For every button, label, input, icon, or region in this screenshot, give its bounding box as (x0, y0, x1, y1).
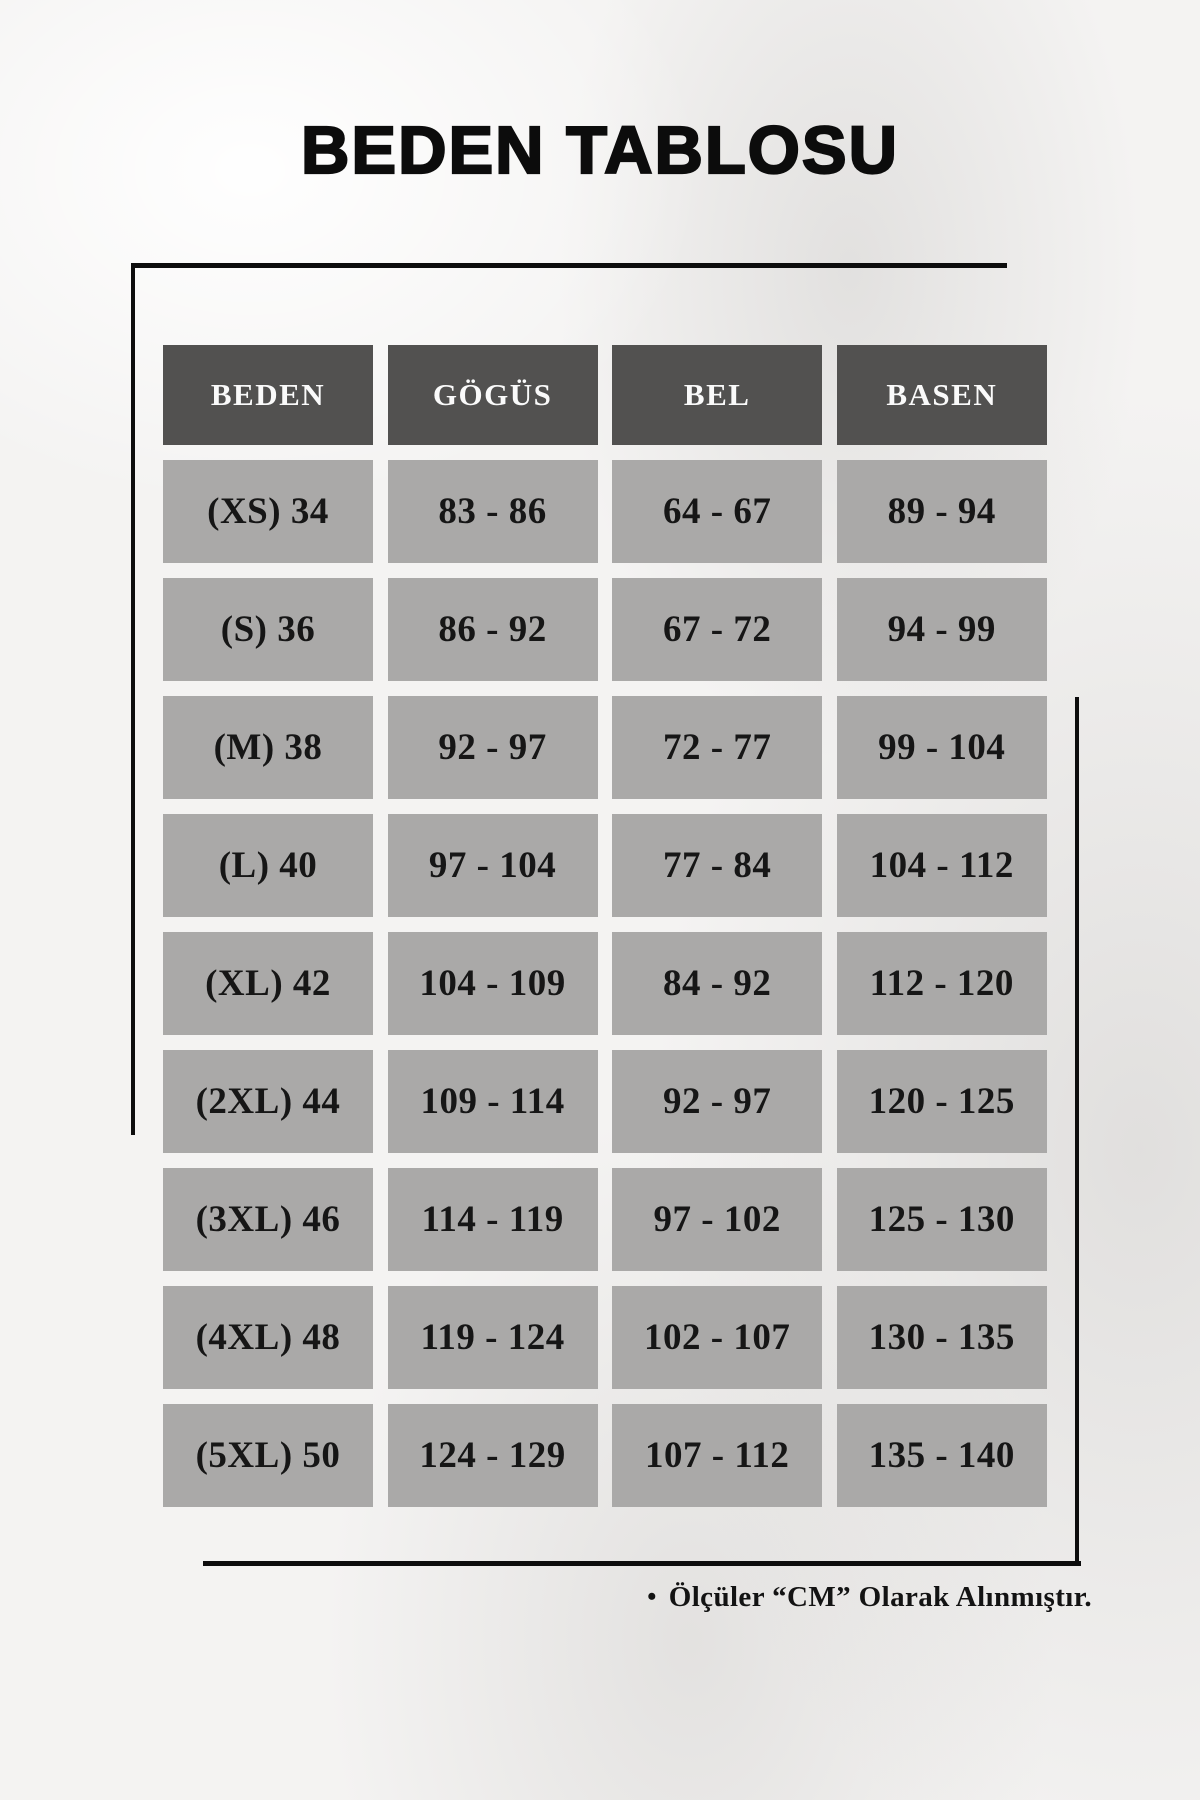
column-header-bel: BEL (612, 345, 822, 445)
table-cell: 102 - 107 (612, 1286, 822, 1389)
table-cell: (S) 36 (163, 578, 373, 681)
table-cell: 125 - 130 (837, 1168, 1047, 1271)
table-cell: 92 - 97 (388, 696, 598, 799)
table-cell: (M) 38 (163, 696, 373, 799)
table-cell: 72 - 77 (612, 696, 822, 799)
table-cell: 86 - 92 (388, 578, 598, 681)
table-cell: 83 - 86 (388, 460, 598, 563)
table-cell: (L) 40 (163, 814, 373, 917)
table-cell: 89 - 94 (837, 460, 1047, 563)
table-cell: (3XL) 46 (163, 1168, 373, 1271)
table-cell: 64 - 67 (612, 460, 822, 563)
table-cell: 104 - 109 (388, 932, 598, 1035)
table-cell: 92 - 97 (612, 1050, 822, 1153)
table-cell: 107 - 112 (612, 1404, 822, 1507)
table-cell: 120 - 125 (837, 1050, 1047, 1153)
table-cell: 135 - 140 (837, 1404, 1047, 1507)
table-cell: 130 - 135 (837, 1286, 1047, 1389)
table-cell: 97 - 104 (388, 814, 598, 917)
frame-line-bottom (203, 1561, 1081, 1566)
frame-line-top (134, 263, 1007, 268)
table-cell: (2XL) 44 (163, 1050, 373, 1153)
column-header-basen: BASEN (837, 345, 1047, 445)
table-cell: 84 - 92 (612, 932, 822, 1035)
table-cell: 109 - 114 (388, 1050, 598, 1153)
size-table (163, 345, 1047, 1507)
measurement-note (500, 1581, 1092, 1614)
table-cell: 77 - 84 (612, 814, 822, 917)
column-header-beden: BEDEN (163, 345, 373, 445)
table-cell: 119 - 124 (388, 1286, 598, 1389)
frame-line-right (1075, 697, 1079, 1564)
table-cell: 94 - 99 (837, 578, 1047, 681)
table-cell: 104 - 112 (837, 814, 1047, 917)
table-cell: 97 - 102 (612, 1168, 822, 1271)
column-header-gogus: GÖGÜS (388, 345, 598, 445)
bullet-icon: • (647, 1582, 657, 1611)
table-cell: 124 - 129 (388, 1404, 598, 1507)
measurement-note-text: Ölçüler “CM” Olarak Alınmıştır. (668, 1581, 1092, 1613)
frame-line-left (131, 263, 135, 1135)
table-cell: (XL) 42 (163, 932, 373, 1035)
table-cell: 67 - 72 (612, 578, 822, 681)
table-cell: 114 - 119 (388, 1168, 598, 1271)
page-title: BEDEN TABLOSU (301, 113, 899, 188)
table-cell: (5XL) 50 (163, 1404, 373, 1507)
table-cell: 99 - 104 (837, 696, 1047, 799)
table-cell: (XS) 34 (163, 460, 373, 563)
table-cell: (4XL) 48 (163, 1286, 373, 1389)
table-cell: 112 - 120 (837, 932, 1047, 1035)
